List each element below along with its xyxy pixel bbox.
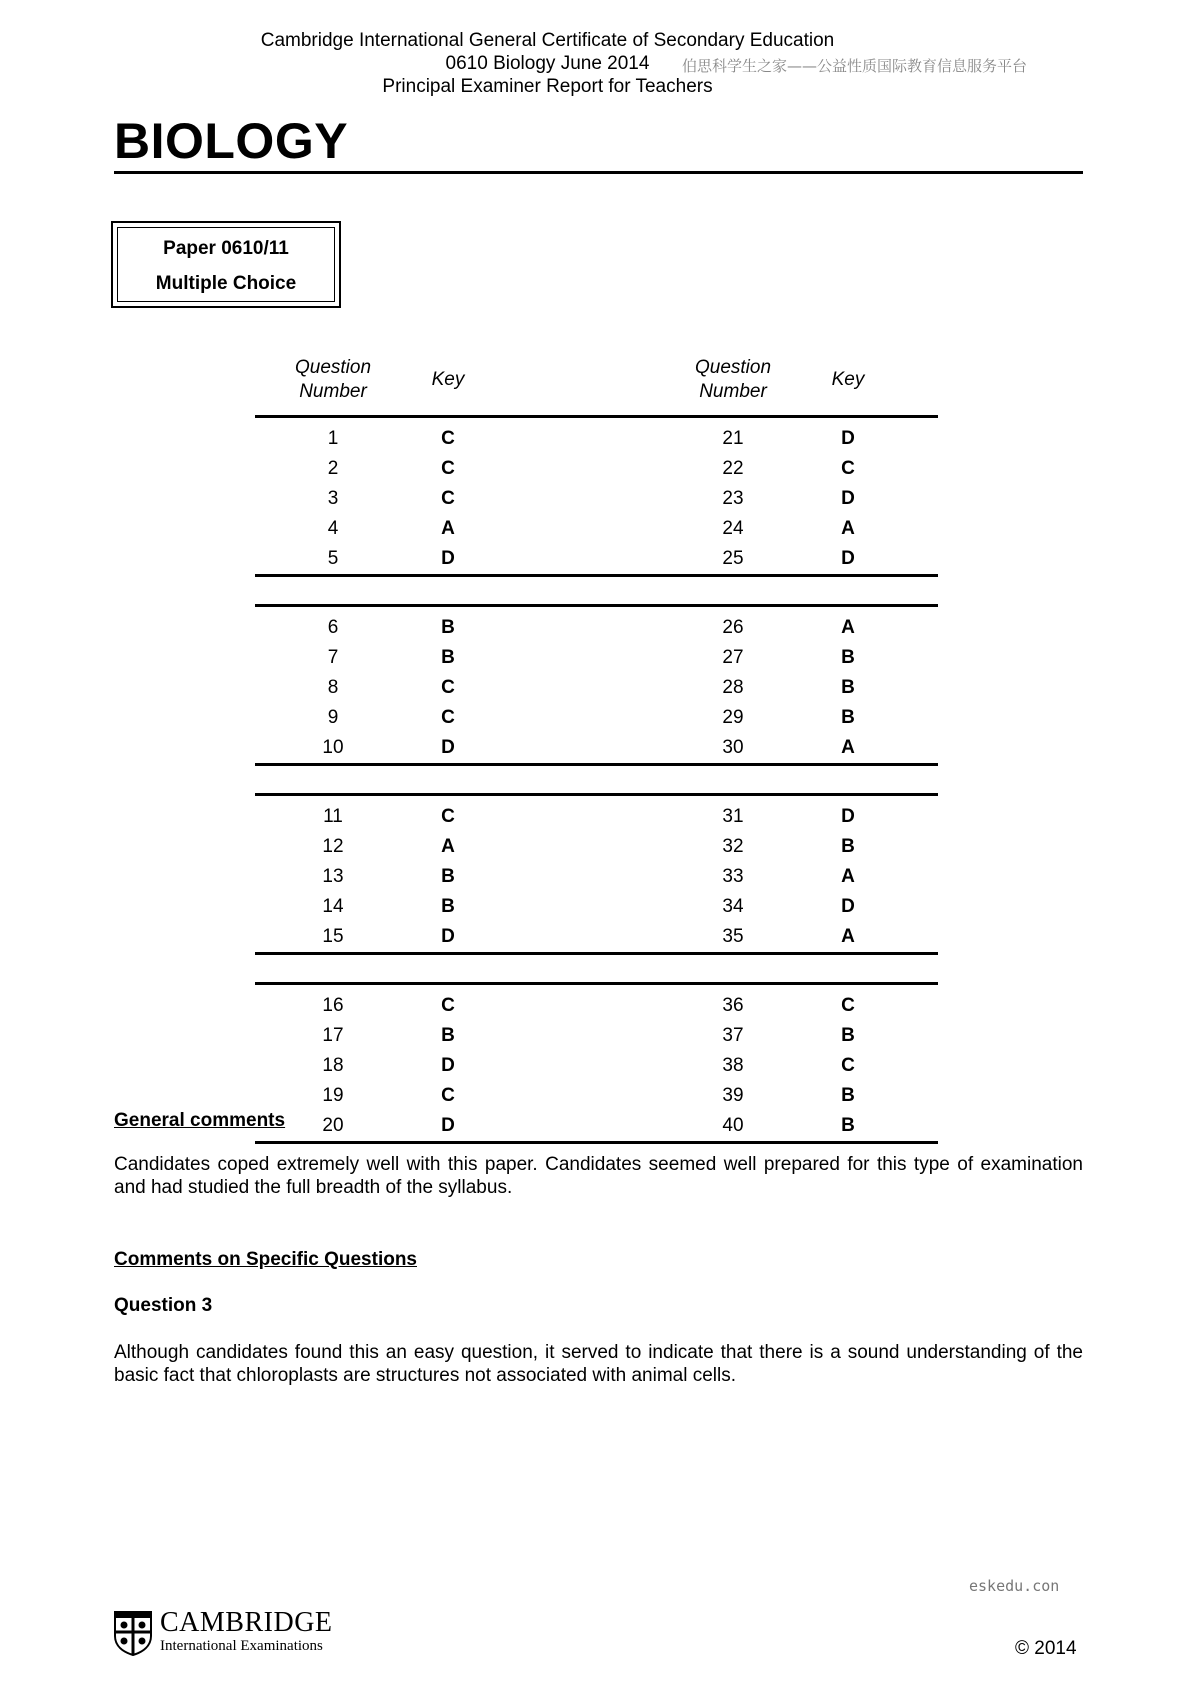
question-number-cell: 32 bbox=[722, 836, 744, 857]
question-number-cell: 18 bbox=[322, 1055, 344, 1076]
header-key-1: Key bbox=[431, 369, 465, 390]
paper-code: Paper 0610/11 bbox=[163, 238, 289, 259]
table-row bbox=[255, 922, 938, 952]
key-cell: B bbox=[841, 836, 855, 857]
table-row bbox=[255, 673, 938, 703]
key-cell: D bbox=[441, 926, 455, 947]
key-cell: B bbox=[841, 1025, 855, 1046]
key-cell: A bbox=[841, 866, 855, 887]
key-cell: B bbox=[841, 1115, 855, 1136]
question-number-cell: 29 bbox=[722, 707, 744, 728]
question-number-cell: 28 bbox=[722, 677, 744, 698]
key-cell: B bbox=[441, 1025, 455, 1046]
table-header bbox=[255, 352, 938, 415]
table-row bbox=[255, 802, 938, 832]
key-cell: A bbox=[841, 737, 855, 758]
logo-name: CAMBRIDGE bbox=[160, 1607, 333, 1638]
question-number-cell: 30 bbox=[722, 737, 744, 758]
question-number-cell: 12 bbox=[322, 836, 344, 857]
key-cell: B bbox=[441, 617, 455, 638]
question-number-cell: 15 bbox=[322, 926, 344, 947]
question-number-cell: 8 bbox=[327, 677, 339, 698]
key-cell: D bbox=[441, 1055, 455, 1076]
table-row bbox=[255, 454, 938, 484]
question-number-cell: 16 bbox=[322, 995, 344, 1016]
cambridge-logo bbox=[113, 1607, 333, 1661]
key-cell: D bbox=[441, 737, 455, 758]
question-number-cell: 38 bbox=[722, 1055, 744, 1076]
table-rule bbox=[255, 1141, 938, 1144]
question-number-cell: 14 bbox=[322, 896, 344, 917]
key-cell: D bbox=[841, 896, 855, 917]
table-row bbox=[255, 991, 938, 1021]
table-group bbox=[255, 985, 938, 1141]
key-cell: D bbox=[841, 428, 855, 449]
question-number-cell: 11 bbox=[323, 806, 343, 827]
question-number-cell: 40 bbox=[722, 1115, 744, 1136]
table-row bbox=[255, 514, 938, 544]
paper-box bbox=[111, 221, 341, 308]
crest-icon bbox=[113, 1610, 153, 1656]
header-key-2: Key bbox=[831, 369, 865, 390]
key-cell: D bbox=[841, 548, 855, 569]
question-number-cell: 4 bbox=[327, 518, 339, 539]
table-row bbox=[255, 703, 938, 733]
key-cell: A bbox=[441, 518, 455, 539]
question-number-cell: 19 bbox=[322, 1085, 344, 1106]
general-comments-heading: General comments bbox=[114, 1110, 286, 1131]
key-cell: D bbox=[841, 488, 855, 509]
table-row bbox=[255, 1051, 938, 1081]
key-cell: D bbox=[441, 548, 455, 569]
table-row bbox=[255, 613, 938, 643]
question-3-text: Although candidates found this an easy question, it served to indicate that there is a sound understanding of the basic fact that chloroplasts are structures not associated with animal cells. bbox=[114, 1342, 1083, 1386]
question-number-cell: 24 bbox=[722, 518, 744, 539]
table-row bbox=[255, 544, 938, 574]
header-number-word: Number bbox=[299, 381, 367, 402]
key-cell: C bbox=[441, 707, 455, 728]
question-number-cell: 17 bbox=[322, 1025, 344, 1046]
question-number-cell: 39 bbox=[722, 1085, 744, 1106]
table-body bbox=[255, 415, 938, 1144]
question-number-cell: 13 bbox=[322, 866, 344, 887]
question-number-cell: 3 bbox=[327, 488, 339, 509]
watermark: 伯思科学生之家——公益性质国际教育信息服务平台 bbox=[682, 57, 1028, 75]
key-cell: C bbox=[441, 488, 455, 509]
key-cell: D bbox=[441, 1115, 455, 1136]
general-comments-text: Candidates coped extremely well with this paper. Candidates seemed well prepared for this type of examination and had studied the full breadth of the syllabus. bbox=[114, 1154, 1083, 1198]
table-row bbox=[255, 643, 938, 673]
header-question-word: Question bbox=[694, 357, 772, 378]
key-cell: A bbox=[441, 836, 455, 857]
key-cell: B bbox=[841, 677, 855, 698]
header-line-3: Principal Examiner Report for Teachers bbox=[382, 76, 713, 97]
key-cell: C bbox=[441, 677, 455, 698]
key-cell: C bbox=[841, 995, 855, 1016]
question-number-cell: 1 bbox=[327, 428, 339, 449]
question-number-cell: 23 bbox=[722, 488, 744, 509]
table-group bbox=[255, 607, 938, 763]
table-row bbox=[255, 862, 938, 892]
key-cell: A bbox=[841, 926, 855, 947]
question-number-cell: 22 bbox=[722, 458, 744, 479]
logo-subtitle: International Examinations bbox=[160, 1638, 323, 1654]
key-cell: C bbox=[441, 995, 455, 1016]
key-cell: B bbox=[841, 707, 855, 728]
key-cell: A bbox=[841, 617, 855, 638]
question-3-heading: Question 3 bbox=[114, 1295, 213, 1316]
table-group bbox=[255, 418, 938, 574]
table-row bbox=[255, 484, 938, 514]
table-row bbox=[255, 1081, 938, 1111]
table-row bbox=[255, 1111, 938, 1141]
question-number-cell: 6 bbox=[327, 617, 339, 638]
page-title: BIOLOGY bbox=[114, 113, 349, 169]
paper-type: Multiple Choice bbox=[155, 273, 297, 294]
header-question-number-1 bbox=[273, 356, 393, 404]
header-question-word: Question bbox=[294, 357, 372, 378]
question-number-cell: 36 bbox=[722, 995, 744, 1016]
header-question-number-2 bbox=[673, 356, 793, 404]
footer-site: eskedu.con bbox=[969, 1577, 1060, 1595]
question-number-cell: 26 bbox=[722, 617, 744, 638]
key-cell: B bbox=[441, 896, 455, 917]
header-number-word: Number bbox=[699, 381, 767, 402]
copyright: © 2014 bbox=[1015, 1638, 1077, 1659]
key-cell: C bbox=[441, 806, 455, 827]
key-cell: B bbox=[441, 866, 455, 887]
question-number-cell: 7 bbox=[327, 647, 339, 668]
header-line-2: 0610 Biology June 2014 bbox=[445, 53, 650, 74]
answer-key-table bbox=[255, 352, 938, 1144]
question-number-cell: 27 bbox=[722, 647, 744, 668]
key-cell: B bbox=[841, 1085, 855, 1106]
question-number-cell: 9 bbox=[327, 707, 339, 728]
key-cell: C bbox=[441, 458, 455, 479]
key-cell: D bbox=[841, 806, 855, 827]
table-row bbox=[255, 424, 938, 454]
question-number-cell: 35 bbox=[722, 926, 744, 947]
key-cell: A bbox=[841, 518, 855, 539]
header-line-1: Cambridge International General Certificate of Secondary Education bbox=[260, 30, 835, 51]
key-cell: C bbox=[841, 458, 855, 479]
question-number-cell: 37 bbox=[722, 1025, 744, 1046]
question-number-cell: 33 bbox=[722, 866, 744, 887]
question-number-cell: 34 bbox=[722, 896, 744, 917]
table-row bbox=[255, 892, 938, 922]
title-rule bbox=[114, 171, 1083, 174]
key-cell: C bbox=[441, 428, 455, 449]
question-number-cell: 21 bbox=[722, 428, 744, 449]
question-number-cell: 31 bbox=[722, 806, 744, 827]
question-number-cell: 2 bbox=[327, 458, 339, 479]
specific-comments-heading: Comments on Specific Questions bbox=[114, 1249, 417, 1270]
table-row bbox=[255, 1021, 938, 1051]
table-group bbox=[255, 796, 938, 952]
question-number-cell: 10 bbox=[322, 737, 344, 758]
table-row bbox=[255, 832, 938, 862]
question-number-cell: 5 bbox=[327, 548, 339, 569]
key-cell: C bbox=[841, 1055, 855, 1076]
key-cell: B bbox=[841, 647, 855, 668]
question-number-cell: 25 bbox=[722, 548, 744, 569]
key-cell: B bbox=[441, 647, 455, 668]
question-number-cell: 20 bbox=[322, 1115, 344, 1136]
table-row bbox=[255, 733, 938, 763]
key-cell: C bbox=[441, 1085, 455, 1106]
